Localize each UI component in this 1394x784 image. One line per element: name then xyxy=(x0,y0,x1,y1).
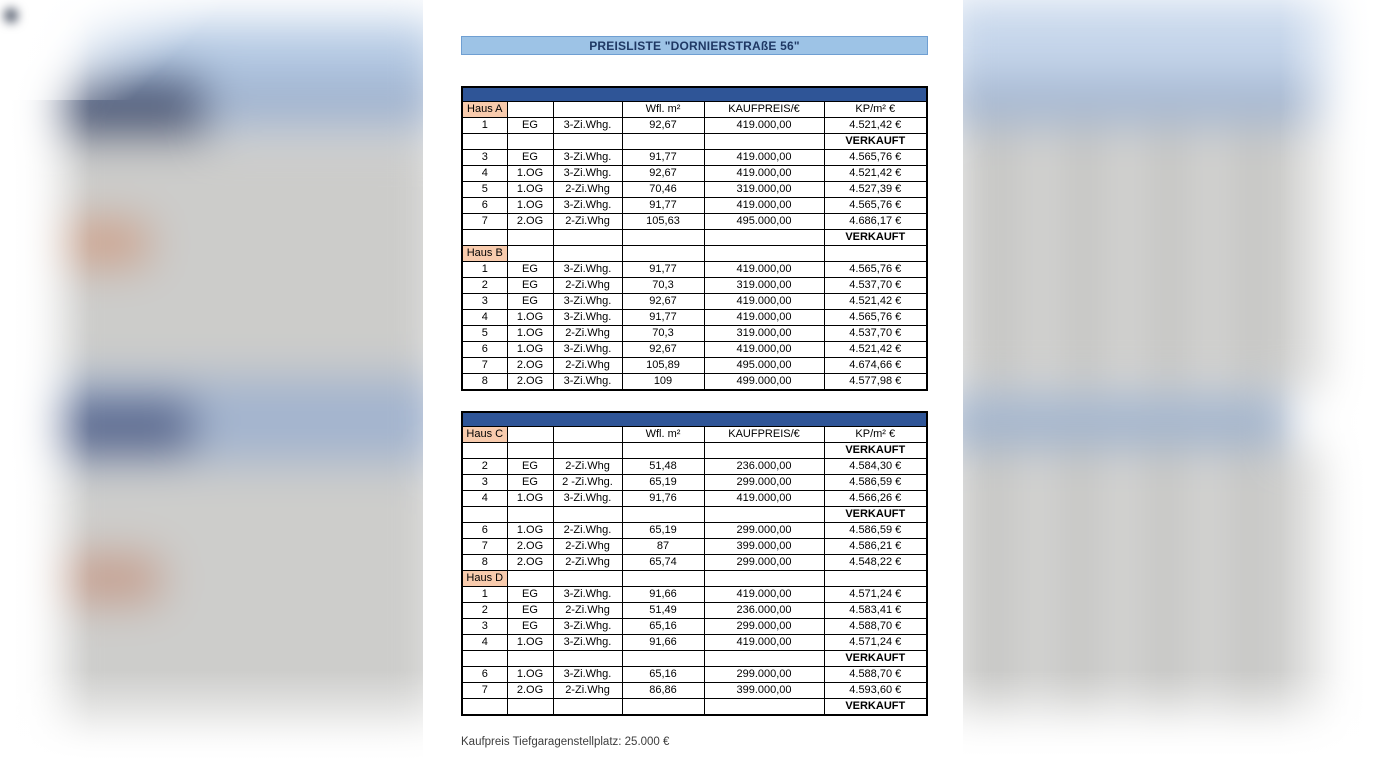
purchase-price-cell: 419.000,00 xyxy=(704,634,824,650)
empty-cell xyxy=(553,245,622,261)
apartment-type-cell: 3-Zi.Whg. xyxy=(553,261,622,277)
empty-header-cell xyxy=(553,426,622,442)
floor-cell: 1.OG xyxy=(507,341,553,357)
empty-cell xyxy=(507,698,553,715)
column-header-row xyxy=(462,426,927,442)
unit-row xyxy=(462,458,927,474)
unit-row xyxy=(462,666,927,682)
purchase-price-cell: 399.000,00 xyxy=(704,682,824,698)
purchase-price-cell: 419.000,00 xyxy=(704,165,824,181)
empty-cell xyxy=(462,506,507,522)
bg-blob-slate-band-left xyxy=(200,80,440,128)
empty-cell xyxy=(622,229,704,245)
floor-cell: 1.OG xyxy=(507,181,553,197)
unit-row xyxy=(462,181,927,197)
living-area-cell: 65,19 xyxy=(622,474,704,490)
purchase-price-cell: 499.000,00 xyxy=(704,373,824,390)
unit-number-cell: 5 xyxy=(462,181,507,197)
apartment-type-cell: 3-Zi.Whg. xyxy=(553,586,622,602)
purchase-price-cell: 299.000,00 xyxy=(704,522,824,538)
unit-row xyxy=(462,682,927,698)
sold-status-cell: VERKAUFT xyxy=(824,133,927,149)
unit-number-cell: 2 xyxy=(462,458,507,474)
floor-cell: EG xyxy=(507,474,553,490)
living-area-cell: 70,3 xyxy=(622,277,704,293)
house-header-row xyxy=(462,570,927,586)
floor-cell: EG xyxy=(507,261,553,277)
sold-status-cell: VERKAUFT xyxy=(824,229,927,245)
apartment-type-cell: 3-Zi.Whg. xyxy=(553,293,622,309)
living-area-cell: 91,77 xyxy=(622,261,704,277)
living-area-cell: 65,74 xyxy=(622,554,704,570)
empty-cell xyxy=(622,245,704,261)
floor-cell: 2.OG xyxy=(507,682,553,698)
unit-row xyxy=(462,602,927,618)
purchase-price-cell: 319.000,00 xyxy=(704,181,824,197)
unit-number-cell: 8 xyxy=(462,554,507,570)
unit-row xyxy=(462,538,927,554)
unit-number-cell: 3 xyxy=(462,149,507,165)
page-title: PREISLISTE "DORNIERSTRAßE 56" xyxy=(589,38,800,53)
empty-cell xyxy=(824,245,927,261)
unit-row xyxy=(462,618,927,634)
empty-cell xyxy=(462,442,507,458)
unit-number-cell: 6 xyxy=(462,522,507,538)
price-per-sqm-cell: 4.674,66 € xyxy=(824,357,927,373)
purchase-price-cell: 236.000,00 xyxy=(704,602,824,618)
unit-number-cell: 3 xyxy=(462,293,507,309)
apartment-type-cell: 2-Zi.Whg xyxy=(553,602,622,618)
floor-cell: 1.OG xyxy=(507,666,553,682)
house-header-row xyxy=(462,245,927,261)
unit-row xyxy=(462,490,927,506)
floor-cell: 2.OG xyxy=(507,213,553,229)
unit-number-cell: 6 xyxy=(462,341,507,357)
floor-cell: EG xyxy=(507,149,553,165)
empty-cell xyxy=(507,506,553,522)
purchase-price-cell: 319.000,00 xyxy=(704,325,824,341)
unit-number-cell: 6 xyxy=(462,666,507,682)
ppsm-header-cell: KP/m² € xyxy=(824,426,927,442)
empty-cell xyxy=(507,245,553,261)
empty-cell xyxy=(553,506,622,522)
bg-dark-smudge xyxy=(4,8,18,23)
empty-cell xyxy=(507,133,553,149)
unit-number-cell: 4 xyxy=(462,634,507,650)
accent-band-cell xyxy=(462,412,927,426)
unit-number-cell: 7 xyxy=(462,682,507,698)
empty-cell xyxy=(704,650,824,666)
purchase-price-cell: 299.000,00 xyxy=(704,666,824,682)
price-per-sqm-cell: 4.521,42 € xyxy=(824,341,927,357)
table-accent-band xyxy=(462,87,927,101)
empty-cell xyxy=(507,570,553,586)
empty-cell xyxy=(553,698,622,715)
sold-status-cell: VERKAUFT xyxy=(824,698,927,715)
price-per-sqm-cell: 4.537,70 € xyxy=(824,277,927,293)
floor-cell: EG xyxy=(507,618,553,634)
apartment-type-cell: 3-Zi.Whg. xyxy=(553,117,622,133)
price-per-sqm-cell: 4.588,70 € xyxy=(824,618,927,634)
purchase-price-cell: 299.000,00 xyxy=(704,618,824,634)
unit-number-cell: 1 xyxy=(462,261,507,277)
purchase-price-cell: 236.000,00 xyxy=(704,458,824,474)
sold-row xyxy=(462,133,927,149)
living-area-cell: 91,77 xyxy=(622,309,704,325)
living-area-cell: 92,67 xyxy=(622,117,704,133)
purchase-price-cell: 419.000,00 xyxy=(704,341,824,357)
apartment-type-cell: 2-Zi.Whg xyxy=(553,181,622,197)
unit-row xyxy=(462,522,927,538)
unit-number-cell: 8 xyxy=(462,373,507,390)
price-per-sqm-cell: 4.566,26 € xyxy=(824,490,927,506)
purchase-price-cell: 419.000,00 xyxy=(704,117,824,133)
empty-cell xyxy=(553,442,622,458)
unit-row xyxy=(462,149,927,165)
price-per-sqm-cell: 4.565,76 € xyxy=(824,197,927,213)
floor-cell: EG xyxy=(507,586,553,602)
empty-cell xyxy=(824,570,927,586)
bg-blob-table-gray2-right xyxy=(942,446,1330,726)
unit-number-cell: 2 xyxy=(462,277,507,293)
empty-header-cell xyxy=(507,426,553,442)
apartment-type-cell: 3-Zi.Whg. xyxy=(553,341,622,357)
purchase-price-cell: 419.000,00 xyxy=(704,309,824,325)
apartment-type-cell: 2-Zi.Whg xyxy=(553,682,622,698)
floor-cell: 2.OG xyxy=(507,554,553,570)
unit-number-cell: 2 xyxy=(462,602,507,618)
living-area-cell: 105,89 xyxy=(622,357,704,373)
price-per-sqm-cell: 4.571,24 € xyxy=(824,586,927,602)
house-label-cell: Haus C xyxy=(462,426,507,442)
empty-cell xyxy=(622,442,704,458)
purchase-price-cell: 299.000,00 xyxy=(704,474,824,490)
apartment-type-cell: 2-Zi.Whg xyxy=(553,458,622,474)
price-per-sqm-cell: 4.583,41 € xyxy=(824,602,927,618)
empty-header-cell xyxy=(507,101,553,117)
apartment-type-cell: 3-Zi.Whg. xyxy=(553,490,622,506)
accent-band-cell xyxy=(462,87,927,101)
purchase-price-cell: 399.000,00 xyxy=(704,538,824,554)
sold-status-cell: VERKAUFT xyxy=(824,506,927,522)
price-per-sqm-cell: 4.565,76 € xyxy=(824,309,927,325)
bg-blob-slate-band2-right xyxy=(942,396,1292,448)
empty-cell xyxy=(462,698,507,715)
empty-cell xyxy=(704,133,824,149)
unit-number-cell: 1 xyxy=(462,117,507,133)
empty-cell xyxy=(553,133,622,149)
sold-row xyxy=(462,698,927,715)
living-area-cell: 91,66 xyxy=(622,586,704,602)
sold-row xyxy=(462,650,927,666)
unit-row xyxy=(462,586,927,602)
apartment-type-cell: 2-Zi.Whg xyxy=(553,538,622,554)
unit-row xyxy=(462,213,927,229)
living-area-cell: 91,66 xyxy=(622,634,704,650)
living-area-cell: 51,48 xyxy=(622,458,704,474)
price-per-sqm-cell: 4.571,24 € xyxy=(824,634,927,650)
floor-cell: EG xyxy=(507,293,553,309)
unit-row xyxy=(462,261,927,277)
empty-cell xyxy=(507,229,553,245)
floor-cell: 1.OG xyxy=(507,309,553,325)
purchase-price-cell: 319.000,00 xyxy=(704,277,824,293)
unit-number-cell: 7 xyxy=(462,357,507,373)
price-per-sqm-cell: 4.586,59 € xyxy=(824,474,927,490)
title-banner xyxy=(461,36,928,55)
price-per-sqm-cell: 4.586,59 € xyxy=(824,522,927,538)
price-table-haus-c-d xyxy=(461,411,928,716)
unit-row xyxy=(462,634,927,650)
bg-blob-dark-band-left xyxy=(52,78,212,136)
table-accent-band xyxy=(462,412,927,426)
price-per-sqm-cell: 4.588,70 € xyxy=(824,666,927,682)
unit-number-cell: 4 xyxy=(462,309,507,325)
floor-cell: 1.OG xyxy=(507,490,553,506)
unit-number-cell: 5 xyxy=(462,325,507,341)
floor-cell: EG xyxy=(507,117,553,133)
unit-number-cell: 1 xyxy=(462,586,507,602)
price-per-sqm-cell: 4.586,21 € xyxy=(824,538,927,554)
apartment-type-cell: 3-Zi.Whg. xyxy=(553,197,622,213)
empty-header-cell xyxy=(553,101,622,117)
floor-cell: EG xyxy=(507,458,553,474)
purchase-price-cell: 419.000,00 xyxy=(704,293,824,309)
living-area-cell: 65,16 xyxy=(622,618,704,634)
unit-row xyxy=(462,554,927,570)
living-area-cell: 92,67 xyxy=(622,165,704,181)
unit-number-cell: 3 xyxy=(462,474,507,490)
empty-cell xyxy=(704,442,824,458)
floor-cell: EG xyxy=(507,277,553,293)
unit-number-cell: 4 xyxy=(462,165,507,181)
price-per-sqm-cell: 4.565,76 € xyxy=(824,149,927,165)
document-page xyxy=(423,0,963,784)
floor-cell: EG xyxy=(507,602,553,618)
price-header-cell: KAUFPREIS/€ xyxy=(704,426,824,442)
unit-row xyxy=(462,197,927,213)
empty-cell xyxy=(462,133,507,149)
floor-cell: 1.OG xyxy=(507,165,553,181)
price-per-sqm-cell: 4.537,70 € xyxy=(824,325,927,341)
empty-cell xyxy=(704,506,824,522)
bg-blob-title-blue-right xyxy=(946,0,1346,88)
apartment-type-cell: 3-Zi.Whg. xyxy=(553,165,622,181)
price-per-sqm-cell: 4.521,42 € xyxy=(824,293,927,309)
price-per-sqm-cell: 4.584,30 € xyxy=(824,458,927,474)
living-area-cell: 70,46 xyxy=(622,181,704,197)
price-header-cell: KAUFPREIS/€ xyxy=(704,101,824,117)
sold-status-cell: VERKAUFT xyxy=(824,650,927,666)
apartment-type-cell: 3-Zi.Whg. xyxy=(553,373,622,390)
apartment-type-cell: 3-Zi.Whg. xyxy=(553,149,622,165)
living-area-cell: 86,86 xyxy=(622,682,704,698)
price-per-sqm-cell: 4.548,22 € xyxy=(824,554,927,570)
purchase-price-cell: 419.000,00 xyxy=(704,197,824,213)
empty-cell xyxy=(704,229,824,245)
unit-row xyxy=(462,309,927,325)
house-label-cell: Haus B xyxy=(462,245,507,261)
garage-price-note: Kaufpreis Tiefgaragenstellplatz: 25.000 € xyxy=(461,736,670,748)
unit-row xyxy=(462,341,927,357)
purchase-price-cell: 419.000,00 xyxy=(704,261,824,277)
bg-blob-slate-band-right xyxy=(946,78,1338,126)
floor-cell: 1.OG xyxy=(507,522,553,538)
apartment-type-cell: 3-Zi.Whg. xyxy=(553,666,622,682)
empty-cell xyxy=(553,229,622,245)
sold-row xyxy=(462,506,927,522)
sold-row xyxy=(462,229,927,245)
empty-cell xyxy=(704,570,824,586)
apartment-type-cell: 3-Zi.Whg. xyxy=(553,309,622,325)
living-area-cell: 92,67 xyxy=(622,341,704,357)
empty-cell xyxy=(507,650,553,666)
apartment-type-cell: 3-Zi.Whg. xyxy=(553,618,622,634)
unit-number-cell: 7 xyxy=(462,213,507,229)
apartment-type-cell: 2-Zi.Whg xyxy=(553,277,622,293)
empty-cell xyxy=(507,442,553,458)
empty-cell xyxy=(704,245,824,261)
price-per-sqm-cell: 4.577,98 € xyxy=(824,373,927,390)
empty-cell xyxy=(622,650,704,666)
living-area-cell: 65,19 xyxy=(622,522,704,538)
floor-cell: 2.OG xyxy=(507,373,553,390)
unit-row xyxy=(462,117,927,133)
unit-row xyxy=(462,277,927,293)
floor-cell: 1.OG xyxy=(507,325,553,341)
floor-cell: 1.OG xyxy=(507,634,553,650)
empty-cell xyxy=(553,650,622,666)
living-area-cell: 65,16 xyxy=(622,666,704,682)
price-per-sqm-cell: 4.686,17 € xyxy=(824,213,927,229)
house-label-cell: Haus A xyxy=(462,101,507,117)
living-area-cell: 109 xyxy=(622,373,704,390)
price-per-sqm-cell: 4.521,42 € xyxy=(824,165,927,181)
living-area-cell: 91,77 xyxy=(622,197,704,213)
sold-row xyxy=(462,442,927,458)
price-per-sqm-cell: 4.527,39 € xyxy=(824,181,927,197)
empty-cell xyxy=(622,570,704,586)
living-area-cell: 87 xyxy=(622,538,704,554)
living-area-cell: 51,49 xyxy=(622,602,704,618)
apartment-type-cell: 2-Zi.Whg xyxy=(553,213,622,229)
unit-row xyxy=(462,165,927,181)
apartment-type-cell: 2-Zi.Whg xyxy=(553,554,622,570)
apartment-type-cell: 2-Zi.Whg. xyxy=(553,522,622,538)
sold-status-cell: VERKAUFT xyxy=(824,442,927,458)
price-per-sqm-cell: 4.521,42 € xyxy=(824,117,927,133)
bg-blob-peach-left xyxy=(60,222,148,264)
floor-cell: 2.OG xyxy=(507,357,553,373)
empty-cell xyxy=(704,698,824,715)
unit-row xyxy=(462,357,927,373)
living-area-cell: 70,3 xyxy=(622,325,704,341)
unit-row xyxy=(462,293,927,309)
living-area-cell: 91,77 xyxy=(622,149,704,165)
house-label-cell: Haus D xyxy=(462,570,507,586)
area-header-cell: Wfl. m² xyxy=(622,426,704,442)
living-area-cell: 92,67 xyxy=(622,293,704,309)
price-table-haus-a-b xyxy=(461,86,928,391)
apartment-type-cell: 3-Zi.Whg. xyxy=(553,634,622,650)
unit-number-cell: 7 xyxy=(462,538,507,554)
area-header-cell: Wfl. m² xyxy=(622,101,704,117)
ppsm-header-cell: KP/m² € xyxy=(824,101,927,117)
column-header-row xyxy=(462,101,927,117)
empty-cell xyxy=(622,698,704,715)
apartment-type-cell: 2-Zi.Whg xyxy=(553,325,622,341)
unit-row xyxy=(462,474,927,490)
purchase-price-cell: 419.000,00 xyxy=(704,149,824,165)
floor-cell: 2.OG xyxy=(507,538,553,554)
empty-cell xyxy=(462,229,507,245)
purchase-price-cell: 299.000,00 xyxy=(704,554,824,570)
living-area-cell: 105,63 xyxy=(622,213,704,229)
empty-cell xyxy=(553,570,622,586)
unit-row xyxy=(462,373,927,390)
price-per-sqm-cell: 4.593,60 € xyxy=(824,682,927,698)
purchase-price-cell: 495.000,00 xyxy=(704,357,824,373)
apartment-type-cell: 2 -Zi.Whg. xyxy=(553,474,622,490)
unit-number-cell: 6 xyxy=(462,197,507,213)
purchase-price-cell: 419.000,00 xyxy=(704,490,824,506)
purchase-price-cell: 495.000,00 xyxy=(704,213,824,229)
bg-blob-dark-band2-left xyxy=(52,402,192,452)
price-per-sqm-cell: 4.565,76 € xyxy=(824,261,927,277)
bg-blob-table-gray-right xyxy=(946,125,1334,392)
floor-cell: 1.OG xyxy=(507,197,553,213)
empty-cell xyxy=(622,133,704,149)
purchase-price-cell: 419.000,00 xyxy=(704,586,824,602)
empty-cell xyxy=(622,506,704,522)
unit-number-cell: 4 xyxy=(462,490,507,506)
apartment-type-cell: 2-Zi.Whg xyxy=(553,357,622,373)
empty-cell xyxy=(462,650,507,666)
unit-number-cell: 3 xyxy=(462,618,507,634)
living-area-cell: 91,76 xyxy=(622,490,704,506)
bg-blob-peach2-left xyxy=(60,556,160,601)
unit-row xyxy=(462,325,927,341)
